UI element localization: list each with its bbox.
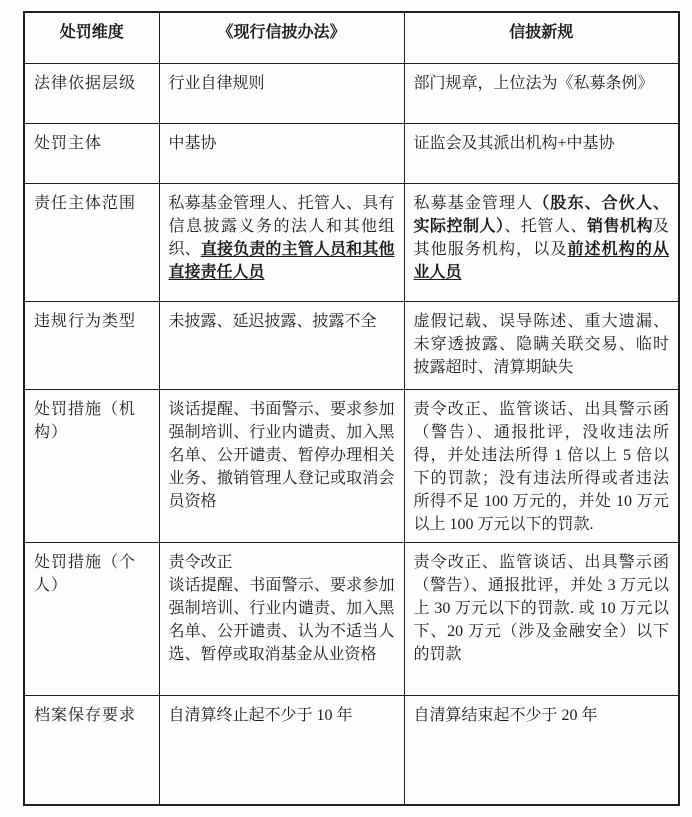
cell-paragraph xyxy=(414,132,670,155)
row-dimension-cell: 违规行为类型 xyxy=(24,301,159,389)
row-dimension-cell: 法律依据层级 xyxy=(24,63,159,123)
current-rules-cell xyxy=(159,63,404,123)
text-segment: 虚假记载、误导陈述、重大遗漏、未穿透披露、隐瞒关联交易、临时披露超时、清算期缺失 xyxy=(413,312,669,376)
new-rules-cell xyxy=(404,123,679,183)
text-segment: 销售机构 xyxy=(586,217,653,235)
table-row xyxy=(24,123,679,183)
new-rules-cell xyxy=(404,695,679,805)
table-header-row xyxy=(24,12,679,63)
table-row xyxy=(24,63,679,123)
row-dimension-cell: 责任主体范围 xyxy=(24,183,159,301)
text-segment: 、托管人、 xyxy=(504,217,587,235)
text-segment: 谈话提醒、书面警示、要求参加强制培训、行业内谴责、加入黑名单、公开谴责、暂停办理相关业务、撤销管理人登记或取消会员资格 xyxy=(168,400,395,510)
text-segment: 责令改正、监管谈话、出具警示函（警告）、通报批评，并处 3 万元以上 30 万元以下的罚款. 或 10 万元以下、20 万元（涉及金融安全）以下的罚款 xyxy=(413,553,669,663)
text-segment: 责令改正 xyxy=(168,553,233,571)
new-rules-cell xyxy=(404,542,679,695)
cell-paragraph xyxy=(169,132,395,155)
row-dimension-cell: 处罚措施（机构） xyxy=(24,389,159,542)
cell-paragraph xyxy=(414,72,670,95)
row-dimension-cell: 档案保存要求 xyxy=(24,695,159,805)
text-segment: 私募基金管理人 xyxy=(413,194,534,212)
cell-paragraph xyxy=(169,310,395,333)
text-segment: 自清算终止起不少于 10 年 xyxy=(168,706,353,724)
new-rules-cell xyxy=(404,301,679,389)
new-rules-cell xyxy=(404,183,679,301)
row-dimension-cell: 处罚主体 xyxy=(24,123,159,183)
text-segment: 私募基金管理人、托管人、具有信息披露义务的法人和其他组织、 xyxy=(168,194,395,258)
column-header-new-rules: 信披新规 xyxy=(404,12,679,63)
current-rules-cell xyxy=(159,123,404,183)
cell-paragraph xyxy=(414,310,670,379)
cell-paragraph xyxy=(414,192,670,284)
text-segment: 部门规章，上位法为《私募条例》 xyxy=(413,74,654,92)
current-rules-cell xyxy=(159,183,404,301)
cell-paragraph xyxy=(414,551,670,666)
text-segment: 证监会及其派出机构+中基协 xyxy=(413,134,615,152)
cell-paragraph xyxy=(169,551,395,574)
comparison-table xyxy=(23,11,680,806)
text-segment: 行业自律规则 xyxy=(168,74,265,92)
table-row xyxy=(24,389,679,542)
new-rules-cell xyxy=(404,63,679,123)
text-segment: 责令改正、监管谈话、出具警示函（警告）、通报批评，没收违法所得，并处违法所得 1 倍以上 5 倍以下的罚款；没有违法所得或者违法所得不足 100 万元的，并处 10 万元以上 100 万元以下的罚款. xyxy=(413,400,669,533)
table-row xyxy=(24,183,679,301)
current-rules-cell xyxy=(159,301,404,389)
table-row xyxy=(24,301,679,389)
text-segment: 未披露、延迟披露、披露不全 xyxy=(168,312,377,330)
cell-paragraph xyxy=(169,72,395,95)
text-segment: 自清算结束起不少于 20 年 xyxy=(413,706,598,724)
cell-paragraph xyxy=(169,192,395,284)
cell-paragraph xyxy=(169,574,395,666)
column-header-dimension: 处罚维度 xyxy=(24,12,159,63)
current-rules-cell xyxy=(159,695,404,805)
current-rules-cell xyxy=(159,389,404,542)
column-header-current-rules: 《现行信披办法》 xyxy=(159,12,404,63)
table-body xyxy=(24,63,679,805)
text-segment: （股东、合伙人、实际控制人） xyxy=(413,194,669,235)
table-row xyxy=(24,695,679,805)
new-rules-cell xyxy=(404,389,679,542)
table-row xyxy=(24,542,679,695)
cell-paragraph xyxy=(414,704,670,727)
cell-paragraph xyxy=(414,398,670,536)
text-segment: 中基协 xyxy=(168,134,217,152)
text-segment: 谈话提醒、书面警示、要求参加强制培训、行业内谴责、加入黑名单、公开谴责、认为不适当人选、暂停或取消基金从业资格 xyxy=(168,576,395,663)
current-rules-cell xyxy=(159,542,404,695)
text-segment: 前述机构的从业人员 xyxy=(413,240,669,281)
cell-paragraph xyxy=(169,398,395,513)
text-segment: 直接负责的主管人员和其他直接责任人员 xyxy=(168,240,395,281)
row-dimension-cell: 处罚措施（个人） xyxy=(24,542,159,695)
text-segment: 及其他服务机构，以及 xyxy=(413,217,669,258)
cell-paragraph xyxy=(169,704,395,727)
